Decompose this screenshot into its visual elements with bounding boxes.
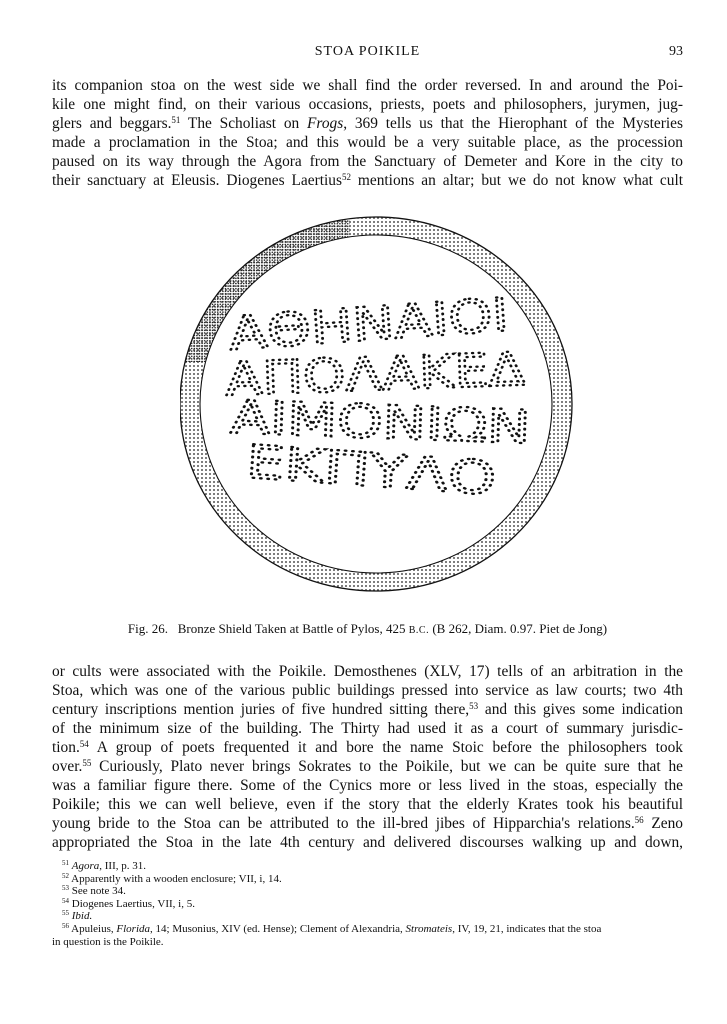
inscription-line: ΑΠΟΛΑΚΕΔ: [224, 343, 483, 407]
text-line: appropriated the Stoa in the late 4th century and delivered discourses walking up and down,: [52, 834, 683, 851]
text-line: Poikile; this we can well believe, even if the story that the elderly Krates took his beautiful: [52, 796, 683, 813]
footnote-ref[interactable]: 54: [79, 739, 89, 749]
footnote-56: $^{56}$ Apuleius, Florida, 14; Musonius, XIV (ed. Hense); Clement of Alexandria, Stromateis, IV, 19, 21, indicates that the stoa in question is the Poikile.: [52, 921, 602, 948]
text-line: young bride to the Stoa can be attributed to the ill-bred jibes of Hipparchia's relations.$^{56}$ Zeno: [52, 815, 683, 832]
paragraph-2: [52, 662, 683, 852]
text-line: over.$^{55}$ Curiously, Plato never brings Sokrates to the Poikile, but we can be quite sure that he: [52, 758, 683, 775]
figure-caption: Fig. 26. Bronze Shield Taken at Battle of Pylos, 425 B.C. (B 262, Diam. 0.97. Piet de Jong): [127, 621, 608, 636]
text-line: glers and beggars.$^{51}$ The Scholiast on Frogs, 369 tells us that the Hierophant of the Mysteries: [52, 115, 683, 132]
footnote-ref[interactable]: 52: [341, 172, 351, 182]
page-number: 93: [669, 44, 683, 59]
running-header: [52, 44, 683, 64]
text-line: tion.$^{54}$ A group of poets frequented it and bore the name Stoic before the philosophers took: [52, 739, 683, 756]
footnote-51: $^{51}$ Agora, III, p. 31.: [62, 859, 146, 872]
shield-inscription: [225, 287, 532, 505]
footnote-ref[interactable]: 53: [469, 701, 479, 711]
inscription-line: ΑΘΗΝΑΙΟΙ: [227, 290, 463, 361]
text-line: Stoa, which was one of the various public buildings pressed into service as law courts; two 4th: [52, 682, 683, 699]
text-line: their sanctuary at Eleusis. Diogenes Laertius$^{52}$ mentions an altar; but we do not know what cult: [52, 172, 683, 189]
running-title: STOA POIKILE: [314, 44, 421, 59]
footnote-ref[interactable]: 56: [634, 815, 644, 825]
inscription-line: ΑΙΜΟΝΙΩΝ: [229, 389, 470, 453]
shield-figure: [180, 212, 580, 596]
text-line: paused on its way through the Agora from the Sanctuary of Demeter and Kore in the city to: [52, 153, 683, 170]
footnotes: [52, 860, 683, 948]
inscription-line: ΕΚΠΥΛΟ: [244, 434, 438, 502]
figure-label: Fig. 26.: [127, 621, 168, 636]
footnote-52: $^{52}$ Apparently with a wooden enclosure; VII, i, 14.: [62, 871, 282, 885]
text-line: its companion stoa on the west side we shall find the order reversed. In and around the Poi-: [52, 77, 683, 94]
text-line: made a proclamation in the Stoa; and this would be a very suitable place, as the procession: [52, 134, 683, 151]
text-line: of the minimum size of the building. The Thirty had used it as a court of summary jurisdic-: [52, 720, 683, 737]
paragraph-1: [52, 76, 683, 190]
footnote-54: $^{54}$ Diogenes Laertius, VII, i, 5.: [62, 896, 195, 910]
text-line: kile one might find, on their various occasions, priests, poets and philosophers, jurymen, jug-: [52, 96, 683, 113]
footnote-ref[interactable]: 51: [171, 115, 181, 125]
footnote-ref[interactable]: 55: [82, 758, 92, 768]
footnote-55: $^{55}$ Ibid.: [62, 909, 93, 923]
shield-drawing: [180, 212, 580, 596]
text-line: was a familiar figure there. Some of the Cynics more or less lived in the stoas, especially the: [52, 777, 683, 794]
text-line: or cults were associated with the Poikile. Demosthenes (XLV, 17) tells of an arbitration in the: [52, 663, 683, 680]
footnote-53: $^{53}$ See note 34.: [62, 884, 126, 898]
text-line: century inscriptions mention juries of five hundred sitting there,$^{53}$ and this gives some indication: [52, 701, 684, 718]
